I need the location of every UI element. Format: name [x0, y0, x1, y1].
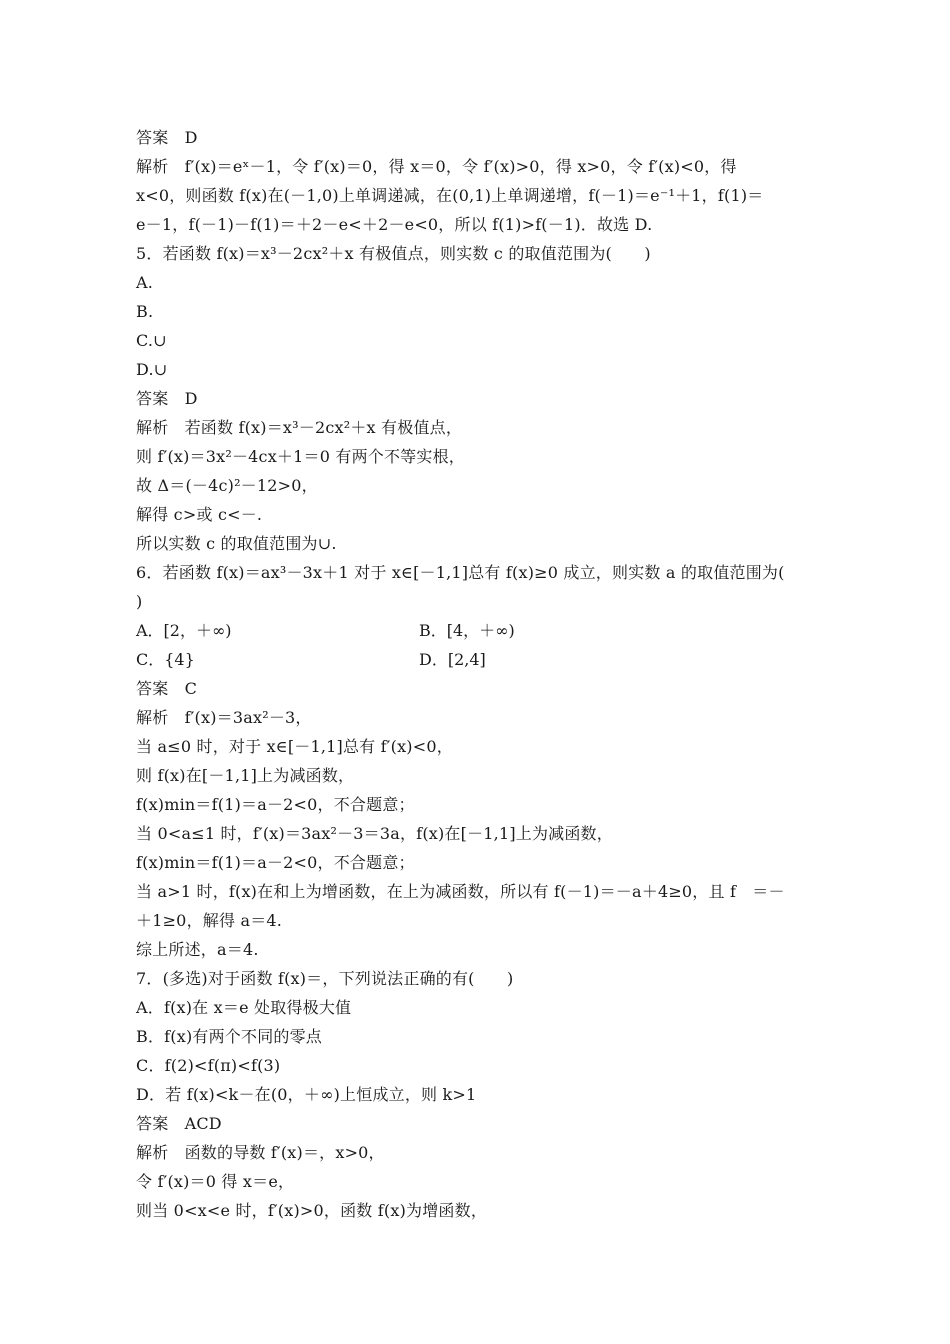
analysis-line: x<0，则函数 f(x)在(－1,0)上单调递减，在(0,1)上单调递增，f(－1)＝e⁻¹＋1，f(1)＝	[136, 186, 764, 205]
analysis-line: 解析 f′(x)＝eˣ－1，令 f′(x)＝0，得 x＝0，令 f′(x)>0，得 x>0，令 f′(x)<0，得	[136, 157, 737, 176]
analysis-line: 解析 若函数 f(x)＝x³－2cx²＋x 有极值点，	[136, 418, 463, 437]
answer-line: 答案 C	[136, 679, 198, 698]
analysis-line: 综上所述，a＝4.	[136, 940, 259, 959]
option-b: B．f(x)有两个不同的零点	[136, 1027, 322, 1046]
analysis-line: 当 a>1 时，f(x)在和上为增函数，在上为减函数，所以有 f(－1)＝－a＋4≥0，且 f ＝－	[136, 882, 785, 901]
question-6-cont: )	[136, 592, 143, 611]
option-b: B.	[136, 302, 154, 321]
analysis-line: 当 0<a≤1 时，f′(x)＝3ax²－3＝3a，f(x)在[－1,1]上为减函数，	[136, 824, 613, 843]
option-c: C.∪	[136, 331, 167, 350]
question-7: 7．(多选)对于函数 f(x)＝，下列说法正确的有( )	[136, 969, 514, 988]
question-6: 6．若函数 f(x)＝ax³－3x＋1 对于 x∈[－1,1]总有 f(x)≥0 成立，则实数 a 的取值范围为(	[136, 563, 785, 582]
answer-line: 答案 D	[136, 128, 198, 147]
option-b: B．[4，＋∞)	[419, 621, 515, 640]
option-a: A.	[136, 273, 154, 292]
analysis-line: 故 Δ＝(－4c)²－12>0，	[136, 476, 318, 495]
option-a: A．[2，＋∞)	[136, 621, 232, 640]
answer-line: 答案 ACD	[136, 1114, 222, 1133]
document-body	[136, 123, 818, 1225]
analysis-line: 解得 c>或 c<－.	[136, 505, 263, 524]
analysis-line: f(x)min＝f(1)＝a－2<0，不合题意；	[136, 795, 415, 814]
option-d: D．[2,4]	[419, 650, 486, 669]
analysis-line: 则 f(x)在[－1,1]上为减函数，	[136, 766, 355, 785]
answer-line: 答案 D	[136, 389, 198, 408]
options-row	[136, 616, 818, 645]
analysis-line: 解析 f′(x)＝3ax²－3，	[136, 708, 312, 727]
analysis-line: f(x)min＝f(1)＝a－2<0，不合题意；	[136, 853, 415, 872]
option-c: C．f(2)<f(π)<f(3)	[136, 1056, 281, 1075]
analysis-line: 所以实数 c 的取值范围为∪.	[136, 534, 337, 553]
analysis-line: 解析 函数的导数 f′(x)＝，x>0，	[136, 1143, 385, 1162]
analysis-line: 当 a≤0 时，对于 x∈[－1,1]总有 f′(x)<0，	[136, 737, 453, 756]
question-5: 5．若函数 f(x)＝x³－2cx²＋x 有极值点，则实数 c 的取值范围为( )	[136, 244, 651, 263]
option-d: D.∪	[136, 360, 168, 379]
analysis-line: 则 f′(x)＝3x²－4cx＋1＝0 有两个不等实根，	[136, 447, 465, 466]
analysis-line: 令 f′(x)＝0 得 x＝e，	[136, 1172, 295, 1191]
analysis-line: 则当 0<x<e 时，f′(x)>0，函数 f(x)为增函数，	[136, 1201, 488, 1220]
analysis-line: e－1，f(－1)－f(1)＝＋2－e<＋2－e<0，所以 f(1)>f(－1)．故选 D.	[136, 215, 653, 234]
option-c: C．{4}	[136, 650, 195, 669]
option-d: D．若 f(x)<k－在(0，＋∞)上恒成立，则 k>1	[136, 1085, 477, 1104]
option-a: A．f(x)在 x＝e 处取得极大值	[136, 998, 352, 1017]
analysis-line: ＋1≥0，解得 a＝4.	[136, 911, 283, 930]
options-row	[136, 645, 818, 674]
